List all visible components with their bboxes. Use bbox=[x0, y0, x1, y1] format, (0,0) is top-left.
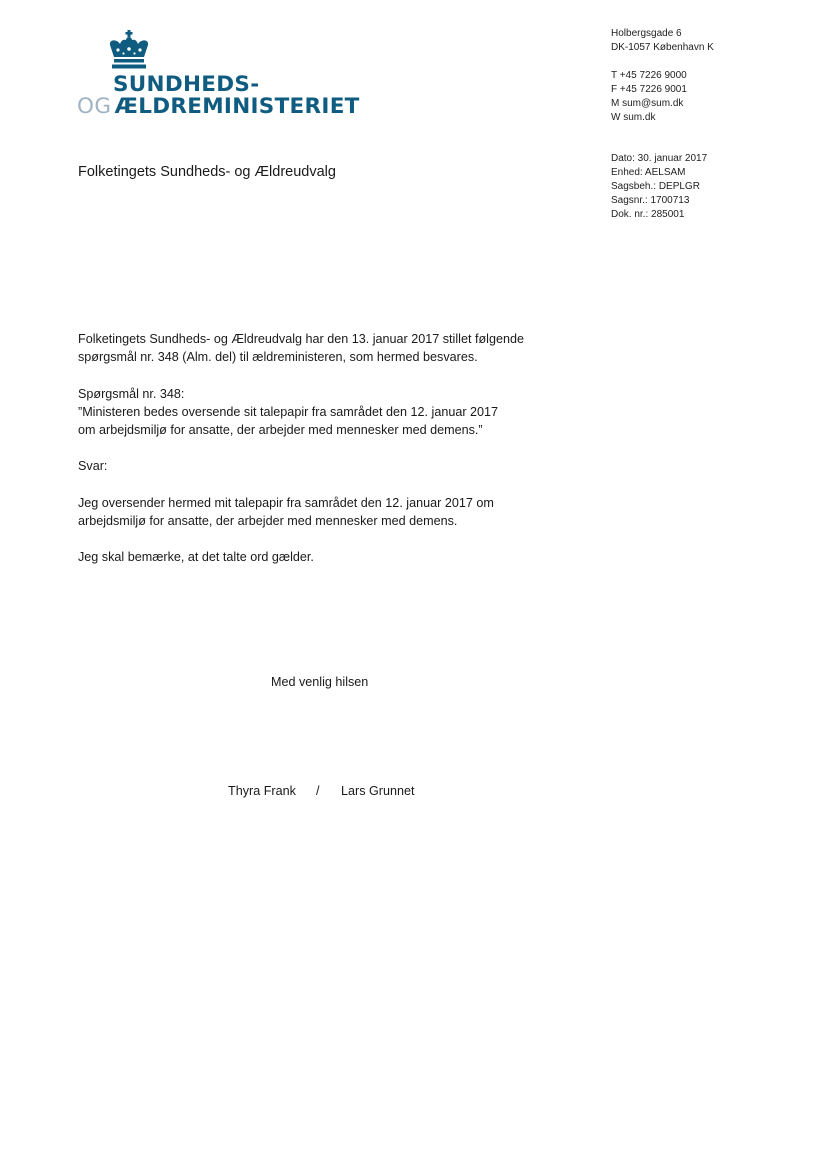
intro-paragraph bbox=[78, 330, 548, 366]
logo-text-line1: SUNDHEDS- bbox=[113, 72, 260, 97]
address-city: DK-1057 København K bbox=[611, 42, 714, 53]
contact-web: W sum.dk bbox=[611, 112, 656, 123]
question-line: om arbejdsmiljø for ansatte, der arbejder med mennesker med demens.” bbox=[78, 423, 483, 437]
signer-separator: / bbox=[316, 784, 320, 798]
sender-contact bbox=[611, 69, 811, 125]
signer-1: Thyra Frank bbox=[228, 784, 296, 798]
signer-2: Lars Grunnet bbox=[341, 784, 415, 798]
answer-heading: Svar: bbox=[78, 459, 108, 474]
meta-unit: Enhed: AELSAM bbox=[611, 167, 686, 178]
crown-icon bbox=[107, 30, 151, 70]
meta-case-number: Sagsnr.: 1700713 bbox=[611, 195, 690, 206]
recipient: Folketingets Sundheds- og Ældreudvalg bbox=[78, 164, 336, 180]
meta-case-officer: Sagsbeh.: DEPLGR bbox=[611, 181, 700, 192]
contact-phone: T +45 7226 9000 bbox=[611, 70, 687, 81]
question-line: ”Ministeren bedes oversende sit talepapir fra samrådet den 12. januar 2017 bbox=[78, 404, 499, 419]
intro-line: Folketingets Sundheds- og Ældreudvalg har den 13. januar 2017 stillet følgende bbox=[78, 332, 524, 346]
sender-address bbox=[611, 27, 811, 55]
logo-text-line2 bbox=[77, 94, 360, 119]
answer-line: Jeg oversender hermed mit talepapir fra samrådet den 12. januar 2017 om bbox=[78, 495, 494, 510]
closing-greeting: Med venlig hilsen bbox=[271, 675, 369, 689]
letter-body bbox=[78, 330, 548, 585]
answer-line: arbejdsmiljø for ansatte, der arbejder med mennesker med demens. bbox=[78, 513, 458, 528]
meta-date: Dato: 30. januar 2017 bbox=[611, 153, 708, 164]
contact-mail: M sum@sum.dk bbox=[611, 98, 684, 109]
answer-paragraph bbox=[78, 494, 548, 530]
contact-fax: F +45 7226 9001 bbox=[611, 84, 687, 95]
document-meta bbox=[611, 152, 811, 222]
logo-text-og: OG bbox=[77, 94, 112, 119]
question-heading: Spørgsmål nr. 348: bbox=[78, 386, 185, 401]
ministry-logo bbox=[77, 30, 360, 125]
address-street: Holbergsgade 6 bbox=[611, 28, 682, 39]
intro-line: spørgsmål nr. 348 (Alm. del) til ældreministeren, som hermed besvares. bbox=[78, 350, 478, 365]
logo-text-ministry: ÆLDREMINISTERIET bbox=[114, 94, 360, 119]
question-paragraph bbox=[78, 385, 548, 440]
note-paragraph: Jeg skal bemærke, at det talte ord gælder. bbox=[78, 550, 314, 565]
meta-document-number: Dok. nr.: 285001 bbox=[611, 209, 685, 220]
